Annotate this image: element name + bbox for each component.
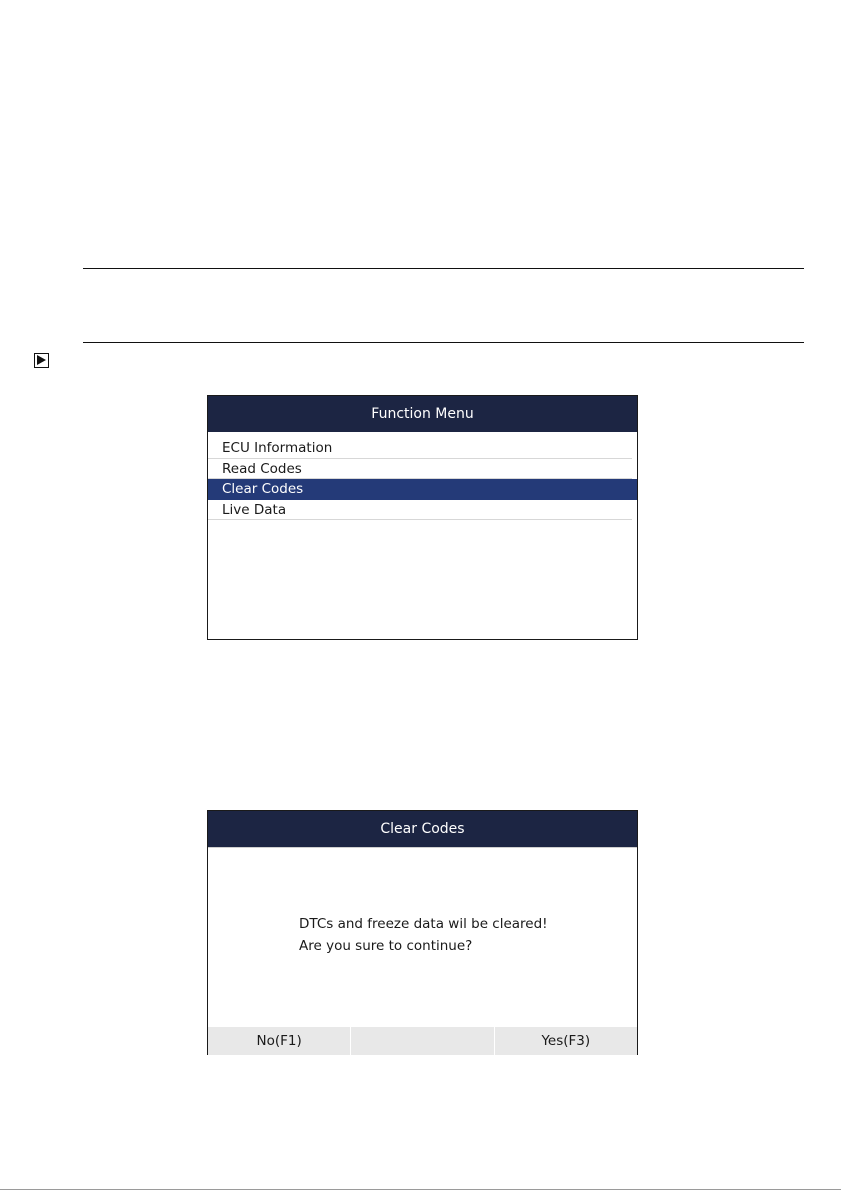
dialog-body <box>208 847 637 1027</box>
menu-item-label: Read Codes <box>222 460 302 477</box>
menu-item-clear-codes[interactable] <box>208 479 637 500</box>
menu-item-ecu-information[interactable] <box>208 438 637 459</box>
confirmation-message <box>299 913 548 957</box>
menu-item-label: Live Data <box>222 501 287 518</box>
clear-codes-screen <box>207 810 638 1055</box>
f2-button[interactable] <box>351 1027 494 1055</box>
page-bottom-rule <box>0 1189 841 1190</box>
screen-title: Clear Codes <box>380 821 465 837</box>
screen-title: Function Menu <box>371 406 474 422</box>
function-menu-list <box>208 432 637 520</box>
function-menu-screen <box>207 395 638 640</box>
section-rule-bottom <box>83 342 804 343</box>
menu-item-label: Clear Codes <box>222 481 304 497</box>
menu-item-read-codes[interactable] <box>208 459 637 480</box>
no-button[interactable]: No(F1) <box>208 1027 351 1055</box>
yes-button[interactable]: Yes(F3) <box>541 1033 591 1049</box>
screen-title-bar <box>208 396 637 432</box>
message-line-1: DTCs and freeze data wil be cleared! <box>299 916 548 932</box>
message-line-2: Are you sure to continue? <box>299 938 473 954</box>
section-rule-top <box>83 268 804 269</box>
screen-title-bar <box>208 811 637 847</box>
menu-item-live-data[interactable] <box>208 500 637 521</box>
menu-item-label: ECU Information <box>222 440 333 456</box>
function-key-bar <box>208 1027 637 1055</box>
play-arrow-icon <box>34 353 49 368</box>
